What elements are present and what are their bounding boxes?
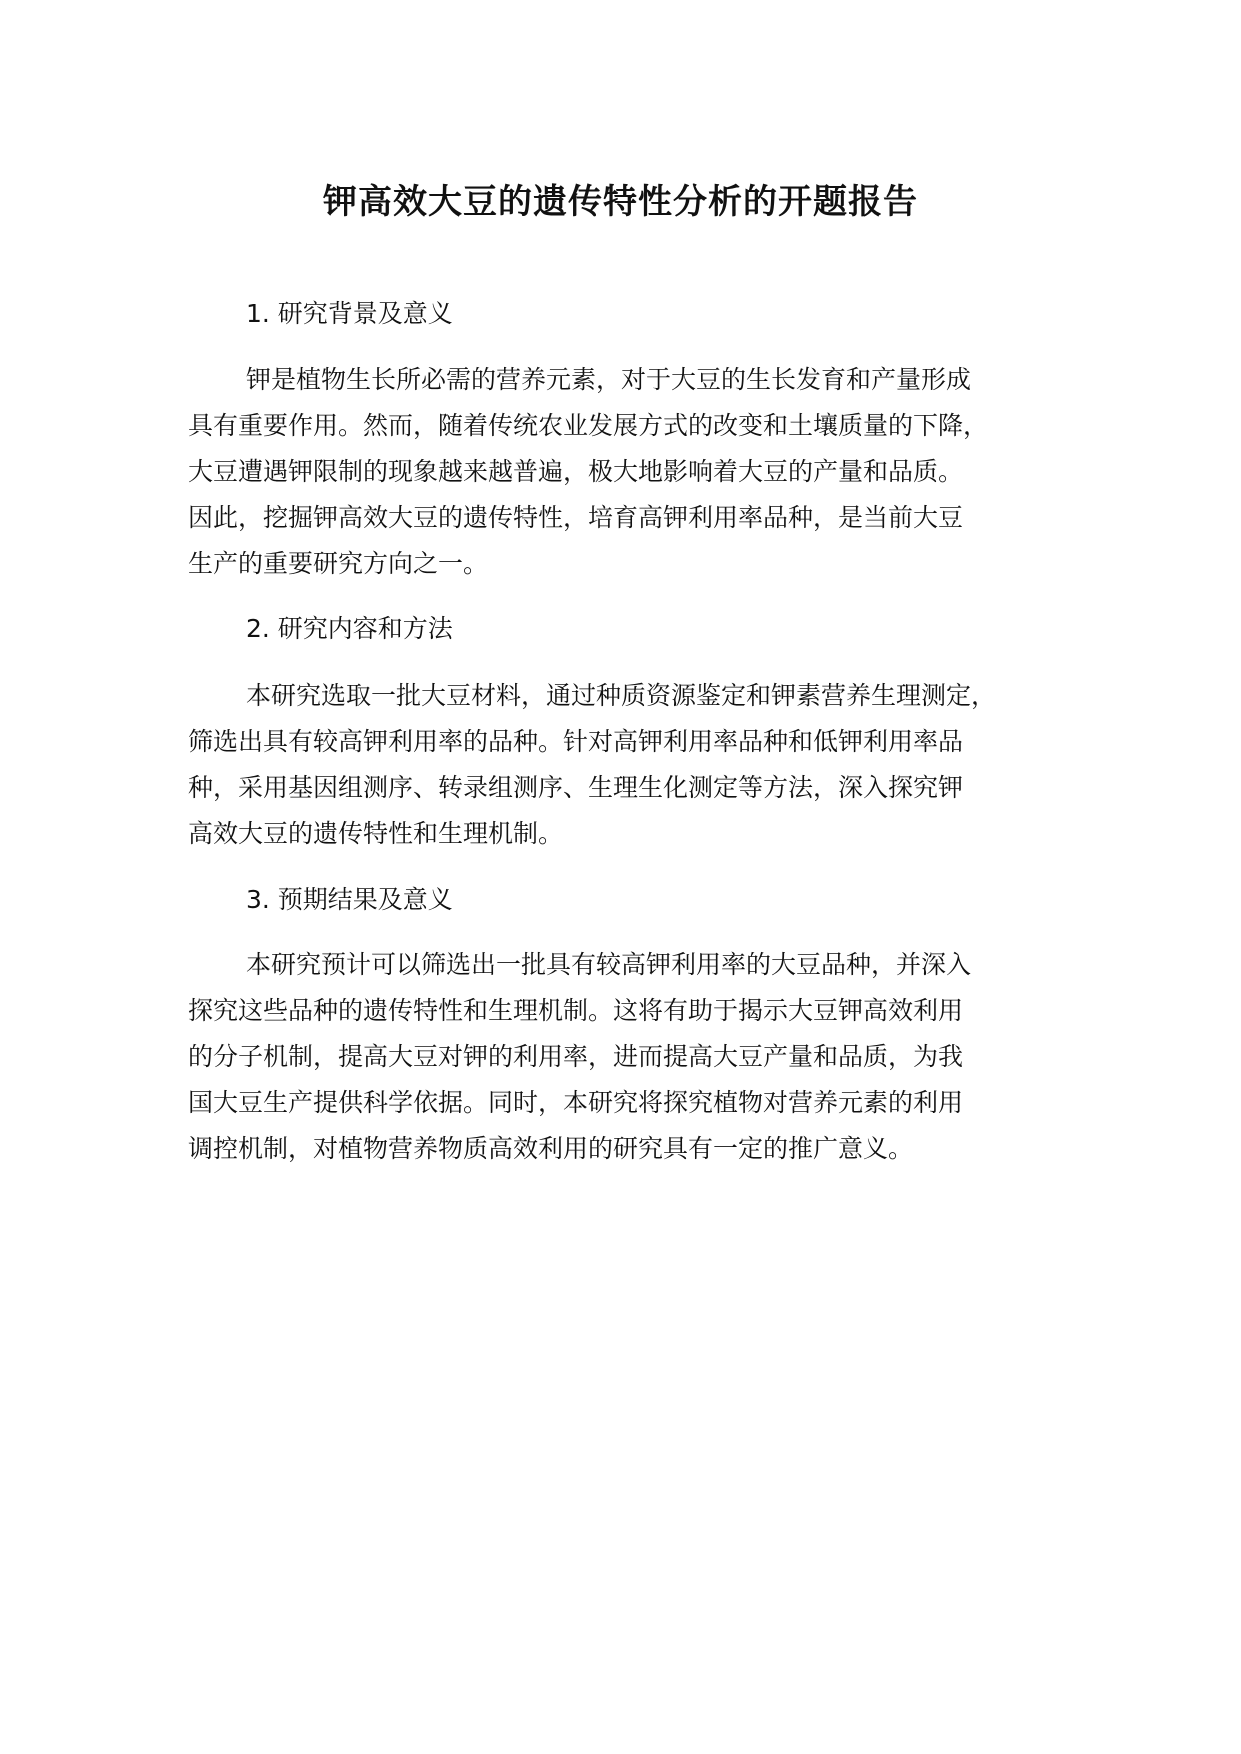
section-paragraph-1 [188,357,1088,587]
paragraph-line: 筛选出具有较高钾利用率的品种。针对高钾利用率品种和低钾利用率品 [188,727,964,756]
paragraph-line: 大豆遭遇钾限制的现象越来越普遍，极大地影响着大豆的产量和品质。 [188,457,964,486]
paragraph-line: 探究这些品种的遗传特性和生理机制。这将有助于揭示大豆钾高效利用 [188,996,964,1025]
paragraph-line: 的分子机制，提高大豆对钾的利用率，进而提高大豆产量和品质，为我 [188,1042,964,1071]
paragraph-line: 高效大豆的遗传特性和生理机制。 [188,819,564,848]
section-paragraph-2 [188,673,1088,857]
section-paragraph-3 [188,942,1088,1172]
section-heading-2: 2. 研究内容和方法 [246,614,453,643]
paragraph-line: 本研究选取一批大豆材料，通过种质资源鉴定和钾素营养生理测定， [246,681,997,710]
paragraph-line: 具有重要作用。然而，随着传统农业发展方式的改变和土壤质量的下降， [188,411,989,440]
paragraph-line: 国大豆生产提供科学依据。同时，本研究将探究植物对营养元素的利用 [188,1088,964,1117]
paragraph-line: 种，采用基因组测序、转录组测序、生理生化测定等方法，深入探究钾 [188,773,964,802]
document-title: 钾高效大豆的遗传特性分析的开题报告 [323,182,918,222]
paragraph-line: 本研究预计可以筛选出一批具有较高钾利用率的大豆品种，并深入 [246,950,972,979]
paragraph-line: 调控机制，对植物营养物质高效利用的研究具有一定的推广意义。 [188,1134,914,1163]
paragraph-line: 钾是植物生长所必需的营养元素，对于大豆的生长发育和产量形成 [246,365,972,394]
paragraph-line: 因此，挖掘钾高效大豆的遗传特性，培育高钾利用率品种，是当前大豆 [188,503,964,532]
section-heading-3: 3. 预期结果及意义 [246,885,453,914]
section-heading-1: 1. 研究背景及意义 [246,299,453,328]
paragraph-line: 生产的重要研究方向之一。 [188,549,489,578]
